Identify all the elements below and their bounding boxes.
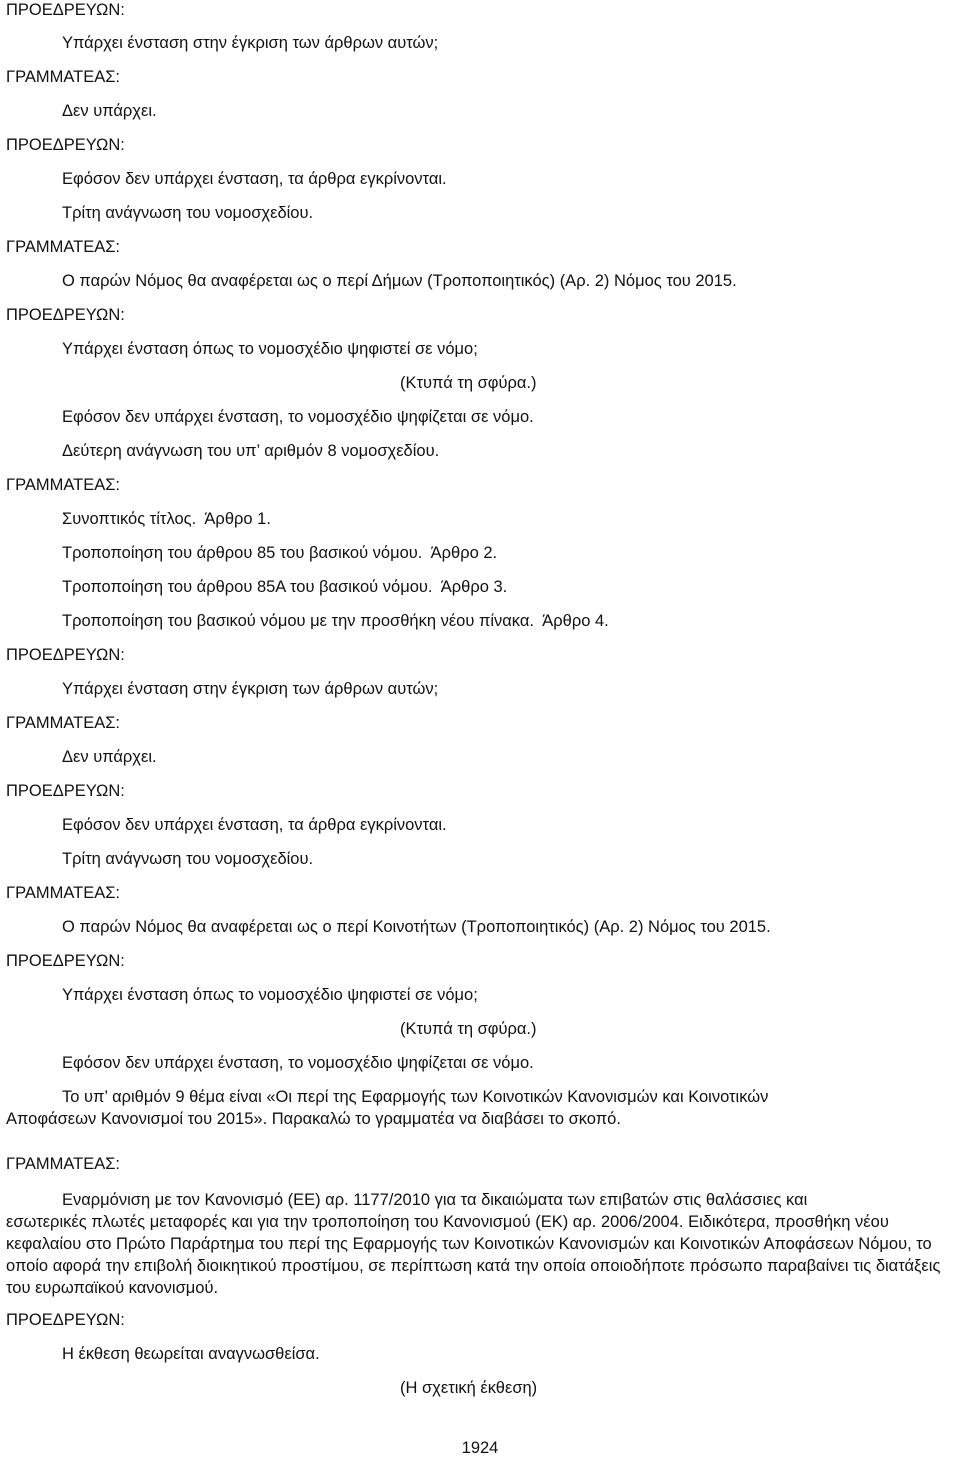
speaker-label: ΠΡΟΕΔΡΕΥΩΝ:: [6, 646, 125, 664]
speaker-label: ΓΡΑΜΜΑΤΕΑΣ:: [6, 1155, 121, 1173]
agenda-paragraph: [6, 1086, 958, 1130]
speaker-label: ΠΡΟΕΔΡΕΥΩΝ:: [6, 136, 125, 154]
speech-line: Εφόσον δεν υπάρχει ένσταση, τα άρθρα εγκρίνονται.: [62, 816, 447, 834]
purpose-paragraph: [6, 1189, 958, 1299]
speaker-label: ΓΡΑΜΜΑΤΕΑΣ:: [6, 714, 121, 732]
stage-direction: (Κτυπά τη σφύρα.): [400, 374, 537, 392]
speech-line: Δεύτερη ανάγνωση του υπ’ αριθμόν 8 νομοσχεδίου.: [62, 442, 440, 460]
paragraph-first-line: Εναρμόνιση με τον Κανονισμό (ΕΕ) αρ. 1177/2010 για τα δικαιώματα των επιβατών στις θαλάσσιες και: [62, 1191, 808, 1209]
speech-line: Τροποποίηση του άρθρου 85 του βασικού νόμου. Άρθρο 2.: [62, 544, 498, 562]
speech-line: Εφόσον δεν υπάρχει ένσταση, το νομοσχέδιο ψηφίζεται σε νόμο.: [62, 408, 534, 426]
speaker-label: ΠΡΟΕΔΡΕΥΩΝ:: [6, 782, 125, 800]
page-number: 1924: [461, 1439, 499, 1457]
paragraph-continuation: Αποφάσεων Κανονισμοί του 2015». Παρακαλώ το γραμματέα να διαβάσει το σκοπό.: [6, 1110, 621, 1128]
paragraph-continuation: εσωτερικές πλωτές μεταφορές και για την τροποποίηση του Κανονισμού (ΕΚ) αρ. 2006/2004. Ειδικότερα, προσθήκη νέου κεφαλαίου στο Πρώτο Παράρτημα του περί της Εφαρμογής των Κοινοτικών Κανονισμών και Κοινοτικών Αποφάσεων Νόμου, το οποίο αφορά την επιβολή διοικητικού προστίμου, σε περίπτωση κατά την οποία οποιοδήποτε πρόσωπο παραβαίνει τις διατάξεις του ευρωπαϊκού κανονισμού.: [6, 1213, 941, 1297]
speech-line: Ο παρών Νόμος θα αναφέρεται ως ο περί Δήμων (Τροποποιητικός) (Αρ. 2) Νόμος του 2015.: [62, 272, 737, 290]
speaker-label: ΠΡΟΕΔΡΕΥΩΝ:: [6, 952, 125, 970]
speech-line: Υπάρχει ένσταση όπως το νομοσχέδιο ψηφιστεί σε νόμο;: [62, 986, 478, 1004]
speech-line: Εφόσον δεν υπάρχει ένσταση, τα άρθρα εγκρίνονται.: [62, 170, 447, 188]
speech-line: Δεν υπάρχει.: [62, 748, 157, 766]
speech-line: Τροποποίηση του άρθρου 85Α του βασικού νόμου. Άρθρο 3.: [62, 578, 508, 596]
speech-line: Υπάρχει ένσταση στην έγκριση των άρθρων αυτών;: [62, 34, 439, 52]
speech-line: Εφόσον δεν υπάρχει ένσταση, το νομοσχέδιο ψηφίζεται σε νόμο.: [62, 1054, 534, 1072]
speaker-label: ΓΡΑΜΜΑΤΕΑΣ:: [6, 476, 121, 494]
speech-line: Τρίτη ανάγνωση του νομοσχεδίου.: [62, 850, 314, 868]
speech-line: Υπάρχει ένσταση όπως το νομοσχέδιο ψηφιστεί σε νόμο;: [62, 340, 478, 358]
speech-line: Τρίτη ανάγνωση του νομοσχεδίου.: [62, 204, 314, 222]
speaker-label: ΠΡΟΕΔΡΕΥΩΝ:: [6, 1, 125, 19]
speaker-label: ΓΡΑΜΜΑΤΕΑΣ:: [6, 884, 121, 902]
speaker-label: ΓΡΑΜΜΑΤΕΑΣ:: [6, 68, 121, 86]
speech-line: Συνοπτικός τίτλος. Άρθρο 1.: [62, 510, 271, 528]
speaker-label: ΠΡΟΕΔΡΕΥΩΝ:: [6, 1311, 125, 1329]
paragraph-first-line: Το υπ’ αριθμόν 9 θέμα είναι «Οι περί της Εφαρμογής των Κοινοτικών Κανονισμών και Κοινοτικών: [62, 1088, 769, 1106]
speech-line: Υπάρχει ένσταση στην έγκριση των άρθρων αυτών;: [62, 680, 439, 698]
speech-line: Ο παρών Νόμος θα αναφέρεται ως ο περί Κοινοτήτων (Τροποποιητικός) (Αρ. 2) Νόμος του 2015.: [62, 918, 771, 936]
speech-line: Η έκθεση θεωρείται αναγνωσθείσα.: [62, 1345, 320, 1363]
stage-direction: (Η σχετική έκθεση): [400, 1379, 538, 1397]
speech-line: Τροποποίηση του βασικού νόμου με την προσθήκη νέου πίνακα. Άρθρο 4.: [62, 612, 609, 630]
stage-direction: (Κτυπά τη σφύρα.): [400, 1020, 537, 1038]
speaker-label: ΠΡΟΕΔΡΕΥΩΝ:: [6, 306, 125, 324]
speech-line: Δεν υπάρχει.: [62, 102, 157, 120]
speaker-label: ΓΡΑΜΜΑΤΕΑΣ:: [6, 238, 121, 256]
